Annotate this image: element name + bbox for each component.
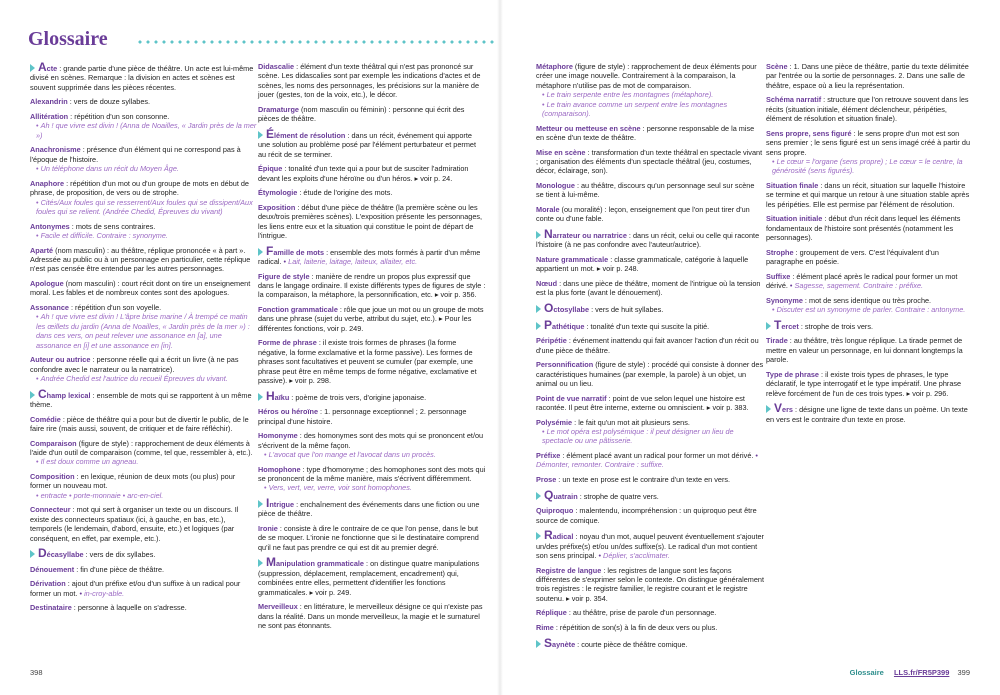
section-marker-icon [30,550,35,558]
entry-term: Sens propre, sens figuré [766,128,852,138]
glossary-entry [766,272,972,291]
entry-definition: : répétition d'un son consonne. [68,112,170,121]
left-page-number: 398 [30,668,43,677]
section-letter: T [774,317,782,332]
glossary-entry [536,181,764,200]
glossary-entry [30,415,258,434]
example-bullet: • [787,281,795,291]
section-marker-icon [258,131,263,139]
glossary-entry [536,317,764,332]
entry-term: Métaphore [536,62,573,71]
entry-definition: : noyau d'un mot, auquel peuvent éventuellement s'ajouter un/des préfixe(s) et/ou un/des suffixe(s). Le radical d'un mot contient son sens principal. [536,532,764,561]
example-bullet: • [77,588,85,598]
entry-term-qualifier: (figure de style) [593,360,646,370]
entry-definition: : au théâtre, réplique prononcée « à part ». Adressée au public ou à un personnage en particulier, cette réplique n'est pas censée être entendue par les autres personnages. [30,245,251,274]
entry-term: Schéma narratif [766,95,822,105]
glossary-column-3 [536,62,764,654]
entry-term-qualifier: (figure de style) [76,438,129,448]
section-marker-icon [536,231,541,239]
glossary-entry [258,164,486,183]
entry-term: Situation finale [766,181,819,191]
entry-term: Auteur ou autrice [30,355,91,365]
entry-term: Forme de phrase [258,338,317,348]
section-letter: V [774,401,783,416]
section-marker-icon [258,393,263,401]
entry-term-qualifier: (nom masculin) [63,279,116,289]
entry-term: Destinataire [30,603,72,613]
section-marker-icon [30,391,35,399]
entry-definition: : en lexique, réunion de deux mots (ou plus) pour former un nouveau mot. [30,472,236,491]
entry-definition: : le sens propre d'un mot est son sens premier ; le sens figuré est un sens imagé créé à partir du sens propre. [766,128,971,157]
entry-example: • Ah ! que vivre est divin ! L'âpre brise marine / À trempé ce matin les œillets du jardin (Anna de Noailles, « Jardin près de la mer ») : dans ces vers, on peut relever une assonance en [a], une assonance en [i] et une assonance en [in]. [30,312,258,350]
entry-definition: : enchaînement des événements dans une fiction ou une pièce de théâtre. [258,500,480,519]
glossary-entry [258,305,486,333]
footer-link[interactable]: LLS.fr/FR5P399 [893,668,950,677]
entry-term: hamp lexical [46,390,91,400]
glossary-entry [30,62,258,92]
entry-term: Point de vue narratif [536,393,607,403]
entry-definition: : manière de rendre un propos plus expressif que dans le langage ordinaire. Il existe différents types de figures de style : la comparaison, la métaphore, la personnification, etc. ▸ voir p. 356. [258,271,486,300]
glossary-entry [30,579,258,598]
entry-definition: : début d'une pièce de théâtre (la première scène ou les deux/trois premières scènes). L'exposition présente les personnages, les liens entre eux et la situation qui constitue le point de départ de l'intrigue. [258,202,483,241]
section-letter: P [544,317,553,332]
entry-term: ercet [781,321,799,331]
entry-term: Comédie [30,414,61,424]
section-marker-icon [766,405,771,413]
glossary-entry [536,360,764,388]
section-marker-icon [30,64,35,72]
entry-term-qualifier: (nom masculin ou féminin) [298,104,387,114]
entry-definition: : courte pièce de théâtre comique. [575,639,688,649]
entry-definition: : il existe trois types de phrases, le type déclaratif, le type interrogatif et le type impératif. Une phrase relève forcément de l'un de ces trois types. ▸ voir p. 296. [766,369,962,398]
entry-term: lément de résolution [274,130,346,140]
glossary-entry [258,338,486,385]
glossary-entry [536,124,764,143]
entry-term: Mise en scène [536,147,586,157]
glossary-entry [536,148,764,176]
entry-definition: : 1. personnage exceptionnel ; 2. personnage principal d'une histoire. [258,407,467,426]
entry-term: Étymologie [258,188,298,198]
entry-definition: : procédé qui consiste à donner des caractéristiques humaines (par exemple, la parole) à un objet, un animal ou un lieu. [536,360,764,389]
entry-term: arrateur ou narratrice [552,231,627,241]
glossary-entry [258,62,486,100]
glossary-entry [258,524,486,552]
glossary-entry [30,179,258,217]
entry-term: uatrain [553,491,578,501]
section-letter: M [266,555,276,570]
entry-term: Comparaison [30,438,77,448]
glossary-entry [536,279,764,298]
entry-term: Composition [30,472,75,482]
glossary-entry [766,317,972,332]
glossary-entry [30,472,258,500]
entry-definition: : rapprochement de deux éléments à l'aide d'un outil de comparaison (comme, tel que, ressembler à, etc.). [30,438,253,458]
entry-definition: : rapprochement de deux éléments pour créer une image nouvelle. Contrairement à la comparaison, la métaphore n'utilise pas de mot de comparaison. [536,62,757,90]
entry-term: Réplique [536,608,567,618]
entry-term-qualifier: (figure de style) [572,62,626,71]
entry-term: Ironie [258,524,278,534]
glossary-entry [30,303,258,350]
glossary-entry [766,95,972,123]
glossary-entry [258,602,486,630]
entry-definition: : il existe trois formes de phrases (la forme négative, la forme exclamative et la forme passive). Les formes de phrases sont facultatives et peuvent se cumuler (par exemple, une phrase peut être en même temps de forme négative, exclamative et passive). ▸ voir p. 298. [258,338,477,386]
glossary-entry [30,548,258,559]
entry-example: • Ah ! que vivre est divin ! (Anna de Noailles, « Jardin près de la mer ») [30,121,258,140]
glossary-entry [536,451,764,470]
entry-example: • Le train avance comme un serpent entre les montagnes (comparaison). [536,100,764,119]
entry-definition: : strophe de trois vers. [798,321,874,331]
entry-example: • Discuter est un synonyme de parler. Contraire : antonyme. [766,305,972,314]
entry-term: Didascalie [258,62,295,71]
section-letter: É [266,126,275,141]
glossary-entry [766,403,972,424]
entry-term: anipulation grammaticale [276,559,364,569]
glossary-entry [30,222,258,241]
entry-definition: : ensemble de mots qui se rapportent à un même thème. [30,390,252,410]
glossary-entry [766,129,972,176]
entry-term: Apologue [30,279,64,289]
entry-definition: : pièce de théâtre qui a pour but de divertir le public, de le faire rire (mais aussi, souvent, de critiquer et de faire réfléchir). [30,414,249,434]
entry-term-qualifier: (ou moralité) [559,205,603,215]
entry-definition: : structure que l'on retrouve souvent dans les récits (situation initiale, élément déclencheur, péripéties, élément de résolution et situation finale). [766,95,969,124]
example-bullet: • [753,451,758,461]
entry-term: ntrigue [269,500,295,510]
entry-definition: : mot de sens identique ou très proche. [802,295,932,305]
right-page-number: 399 [957,668,970,677]
glossary-column-1 [30,62,258,618]
glossary-entry [766,370,972,398]
entry-definition: : personne à laquelle on s'adresse. [71,603,187,613]
entry-example: • Un téléphone dans un récit du Moyen Âge. [30,164,258,173]
entry-term: Type de phrase [766,369,819,379]
entry-term: Synonyme [766,295,803,305]
entry-definition: : mot qui sert à organiser un texte ou un discours. Il existe des connecteurs spatiaux (ici, à gauche, en bas, etc.), temporels (le lendemain, d'abord, ensuite, etc.) et logiques (par conséquent, en effet, par exemple, etc.). [30,505,239,543]
glossary-entry [536,506,764,525]
glossary-entry [258,272,486,300]
entry-definition: : malentendu, incompréhension : un quiproquo peut être source de comique. [536,506,757,525]
entry-term: Héros ou héroïne [258,407,319,417]
entry-definition: : dans un récit, situation sur laquelle l'histoire se termine et qui marque un retour à une situation stable après les péripéties. Elle est permise par l'élément de résolution. [766,181,970,209]
glossary-entry [766,248,972,267]
section-marker-icon [536,305,541,313]
entry-definition: : transformation d'un texte théâtral en spectacle vivant ; organisation des éléments d'un spectacle théâtral (jeu, costumes, décor, éclairage, son). [536,147,763,176]
section-letter: F [266,243,274,258]
glossary-entry [30,246,258,274]
section-letter: D [38,546,47,561]
entry-term: Allitération [30,112,69,121]
entry-definition: : au théâtre, discours qu'un personnage seul sur scène se tient à lui-même. [536,181,755,200]
glossary-entry [536,418,764,446]
entry-term: ers [782,405,793,415]
entry-term: cte [46,64,58,73]
section-marker-icon [258,500,263,508]
entry-definition: : classe grammaticale, catégorie à laquelle appartient un mot. ▸ voir p. 248. [536,255,749,274]
title-row [28,28,498,54]
section-letter: I [266,496,270,511]
glossary-entry [258,188,486,197]
entry-term: Antonymes [30,221,70,231]
glossary-entry [30,505,258,543]
entry-definition: : désigne une ligne de texte dans un poème. Un texte en vers est le contraire d'un texte en prose. [766,405,968,424]
entry-definition: : groupement de vers. C'est l'équivalent d'un paragraphe en poésie. [766,247,939,267]
entry-term: Nœud [536,279,558,289]
entry-term: Assonance [30,303,69,313]
entry-example: Lait, laiterie, laitage, laiteux, allaiter, etc. [288,257,418,267]
dotted-rule [136,40,498,44]
footer-title: Glossaire [849,668,884,677]
glossary-entry [536,475,764,484]
entry-definition: : au théâtre, prise de parole d'un personnage. [566,608,717,618]
glossary-entry [258,498,486,519]
glossary-entry [536,530,764,560]
glossary-entry [536,205,764,224]
entry-definition: : répétition d'un mot ou d'un groupe de mots en début de phrase, de proposition, de vers ou de strophe. [30,178,249,198]
entry-definition: : étude de l'origine des mots. [297,188,393,198]
entry-term: Anaphore [30,178,65,188]
entry-definition: : rôle que joue un mot ou un groupe de mots dans une phrase (sujet du verbe, attribut du sujet, etc.). ▸ Pour les différentes fonctions, voir p. 249. [258,305,484,333]
entry-definition: : dans un récit, celui ou celle qui raconte l'histoire (à ne pas confondre avec l'auteur/autrice). [536,231,760,250]
entry-definition: : ensemble des mots formés à partir d'un même radical. [258,247,481,267]
section-marker-icon [766,322,771,330]
glossary-entry [766,214,972,242]
glossary-entry [30,439,258,467]
entry-term: ctosyllabe [553,305,590,315]
glossary-column-4 [766,62,972,429]
glossary-entry [258,431,486,459]
entry-term: aïku [274,392,290,402]
entry-definition: : leçon, enseignement que l'on peut tirer d'un conte ou d'une fable. [536,205,750,224]
glossary-entry [30,145,258,173]
entry-example: • Le cœur = l'organe (sens propre) ; Le cœur = le centre, la générosité (sens figurés). [766,157,972,176]
entry-example: • Facile et difficile. Contraire : synonyme. [30,231,258,240]
glossary-entry [30,97,258,106]
glossary-entry [536,487,764,502]
entry-example: • Andrée Chedid est l'autrice du recueil Épreuves du vivant. [30,374,258,383]
entry-definition: : type d'homonyme ; des homophones sont des mots qui se prononcent de la même manière, mais s'écrivent différemment. [258,464,486,484]
entry-term: Figure de style [258,271,310,281]
entry-definition: : ajout d'un préfixe et/ou d'un suffixe à un radical pour former un mot. [30,579,241,598]
entry-example: • Il est doux comme un agneau. [30,457,258,466]
entry-definition: : mots de sens contraires. [69,221,156,231]
entry-term: adical [552,532,574,542]
entry-term: Scène [766,62,788,71]
entry-term: Dénouement [30,564,75,574]
glossary-entry [536,394,764,413]
glossary-entry [30,355,258,383]
section-marker-icon [536,532,541,540]
entry-definition: : les registres de langue sont les façons différentes de s'exprimer selon le contexte. On distingue généralement trois registres : le registre familier, le registre courant et le registre soutenu. ▸ voir p. 354. [536,565,764,603]
entry-term: Anachronisme [30,145,81,155]
entry-definition: : consiste à dire le contraire de ce que l'on pense, dans le but de se moquer. L'ironie ne fonctionne que si le destinataire comprend qu'il ne faut pas prendre ce qui est dit au premier degré. [258,524,479,552]
entry-definition: : grande partie d'une pièce de théâtre. Un acte est lui-même divisé en scènes. Remarque : la division en actes et scènes est souvent supprimée dans les pièces récentes. [30,64,254,92]
glossary-entry [30,279,258,298]
entry-definition: : répétition de son(s) à la fin de deux vers ou plus. [553,623,718,633]
glossary-entry [258,203,486,241]
glossary-entry [766,296,972,315]
entry-definition: : poème de trois vers, d'origine japonaise. [289,392,427,402]
entry-example: • entracte • porte-monnaie • arc-en-ciel. [30,491,258,500]
entry-term: Rime [536,623,554,633]
section-letter: C [38,386,47,401]
section-letter: H [266,388,275,403]
entry-definition: : présence d'un élément qui ne correspond pas à l'époque de l'histoire. [30,145,241,164]
example-bullet: • [596,551,604,561]
entry-example: in-croy-able. [84,588,125,598]
entry-definition: : un texte en prose est le contraire d'un texte en vers. [556,475,731,485]
entry-term: Metteur ou metteuse en scène [536,123,641,133]
glossary-entry [766,62,972,90]
entry-definition: : dans une pièce de théâtre, moment de l'intrigue où la tension est la plus forte (avant le dénouement). [536,279,761,298]
glossary-entry [536,303,764,314]
entry-term: Strophe [766,247,794,257]
entry-definition: : vers de douze syllabes. [67,97,151,107]
entry-term: Fonction grammaticale [258,305,338,315]
entry-term: Suffixe [766,271,791,281]
section-marker-icon [536,640,541,648]
entry-term: Péripétie [536,336,567,346]
entry-definition: : strophe de quatre vers. [577,491,659,501]
glossary-entry [536,635,764,650]
section-letter: R [544,528,553,543]
section-letter: Q [544,487,554,502]
right-footer [850,668,970,677]
entry-term: écasyllabe [46,550,84,560]
entry-term-qualifier: (nom masculin) [53,245,106,255]
entry-term: Situation initiale [766,214,823,224]
section-letter: A [38,60,47,74]
entry-term: Registre de langue [536,565,602,575]
entry-definition: : fin d'une pièce de théâtre. [74,564,165,574]
entry-definition: : des homonymes sont des mots qui se prononcent et/ou s'écrivent de la même façon. [258,431,484,450]
entry-definition: : répétition d'un son voyelle. [68,303,162,313]
entry-term: Personnification [536,360,594,370]
entry-term: Dramaturge [258,104,299,114]
glossary-entry [30,603,258,612]
entry-term: Alexandrin [30,97,68,107]
glossary-entry [766,181,972,209]
entry-definition: : élément placé après le radical pour former un mot dérivé. [766,271,958,291]
entry-term: Nature grammaticale [536,255,609,265]
glossary-entry [258,105,486,124]
entry-example: • L'avocat que l'on mange et l'avocat dans un procès. [258,450,486,459]
entry-definition: : personne responsable de la mise en scène d'un texte de théâtre. [536,123,755,143]
section-marker-icon [536,492,541,500]
entry-example: • Cités/Aux foules qui se resserrent/Aux foules qui se dissipent/Aux foules qui se relient. (Andrée Chedid, Épreuves du vivant) [30,198,258,217]
glossary-entry [258,243,486,267]
entry-definition: : point de vue selon lequel une histoire est racontée. Il peut être interne, externe ou omniscient. ▸ voir p. 383. [536,393,749,413]
entry-example: • Vers, vert, ver, verre, voir sont homophones. [258,483,486,492]
glossary-entry [30,565,258,574]
glossary-entry [258,407,486,426]
entry-term: Monologue [536,181,575,191]
entry-definition: : dans un récit, événement qui apporte une solution au problème posé par l'élément perturbateur et permet au récit de se terminer. [258,130,476,159]
section-marker-icon [258,559,263,567]
entry-example: • Le mot opéra est polysémique : il peut désigner un lieu de spectacle ou une pâtisserie. [536,427,764,446]
glossary-entry [536,623,764,632]
entry-example: Démonter, remonter. Contraire : suffixe. [536,460,664,470]
entry-definition: : on distingue quatre manipulations (suppression, déplacement, remplacement, encadrement) qui, combinées entre elles, permettent d'identifier les fonctions grammaticales. ▸ voir p. 249. [258,559,480,597]
glossary-entry [536,608,764,617]
entry-term: Homonyme [258,431,298,441]
entry-definition: : tonalité d'un texte qui a pour but de susciter l'admiration devant les exploits d'une héroïne ou d'un héros. ▸ voir p. 24. [258,164,469,183]
glossary-entry [766,336,972,364]
entry-example: • Le train serpente entre les montagnes (métaphore). [536,90,764,99]
page-title: Glossaire [28,28,108,50]
glossary-entry [536,62,764,118]
entry-term: Dérivation [30,579,66,589]
entry-term: Connecteur [30,505,71,515]
glossary-entry [536,229,764,250]
glossary-entry [30,112,258,140]
glossary-entry [258,557,486,597]
entry-definition: : 1. Dans une pièce de théâtre, partie du texte délimitée par l'entrée ou la sortie de personnages. 2. Dans une salle de théâtre, espace où a lieu la représentation. [766,62,969,90]
glossary-entry [536,255,764,274]
entry-term: Exposition [258,202,296,212]
entry-term: Quiproquo [536,506,574,516]
entry-definition: : vers de huit syllabes. [589,305,664,315]
section-letter: N [544,227,553,242]
entry-example: Sagesse, sagement. Contraire : préfixe. [794,281,924,291]
glossary-entry [258,126,486,159]
entry-definition: : le fait qu'un mot ait plusieurs sens. [572,417,690,427]
entry-term: Polysémie [536,417,573,427]
glossary-entry [536,336,764,355]
section-marker-icon [258,248,263,256]
section-marker-icon [536,322,541,330]
entry-definition: : élément d'un texte théâtral qui n'est pas prononcé sur scène. Les didascalies sont par exemple les indications d'actes et de scènes, les noms des personnages, les précisions sur la manière de jouer (gestes, ton de la voix, etc.), le décor. [258,62,481,100]
section-letter: S [544,635,553,650]
entry-term: Prose [536,475,557,485]
glossary-entry [30,386,258,410]
entry-definition: : court récit dont on tire un enseignement moral. Les fables et de nombreux contes sont des apologues. [30,279,251,298]
entry-term: Merveilleux [258,602,298,612]
entry-definition: : tonalité d'un texte qui suscite la pitié. [584,321,710,331]
entry-term: athétique [552,321,585,331]
entry-definition: : événement inattendu qui fait avancer l'action d'un récit ou d'une pièce de théâtre. [536,336,759,355]
entry-definition: : début d'un récit dans lequel les éléments fondamentaux de l'histoire sont présentés (notamment les personnages). [766,214,961,243]
example-bullet: • [281,257,289,267]
glossary-column-2 [258,62,486,636]
glossary-entry [536,566,764,604]
entry-term: aynète [552,639,576,649]
glossary-entry [258,388,486,403]
entry-term: Morale [536,205,560,215]
entry-term: Épique [258,164,283,174]
entry-definition: : en littérature, le merveilleux désigne ce qui n'existe pas dans la réalité. Dans un monde merveilleux, la magie et le surnaturel ne sont pas étonnants. [258,602,483,631]
entry-term: amille de mots [273,247,325,257]
glossary-entry [258,465,486,493]
entry-term: Aparté [30,245,54,255]
page-gutter [497,0,503,695]
entry-definition: : personne qui écrit des pièces de théâtre. [258,104,465,124]
entry-definition: : vers de dix syllabes. [83,550,156,560]
section-letter: O [544,301,554,316]
entry-definition: : élément placé avant un radical pour former un mot dérivé. [560,451,754,461]
entry-definition: : au théâtre, très longue réplique. La tirade permet de mettre en valeur un personnage, en lui donnant longtemps la parole. [766,336,963,365]
entry-term: Préfixe [536,451,561,461]
entry-term: Homophone [258,464,301,474]
entry-example: Déplier, s'acclimater. [603,551,670,561]
entry-term: Tirade [766,336,788,346]
entry-definition: : personne réelle qui a écrit un livre (à ne pas confondre avec le narrateur ou la narratrice). [30,355,239,374]
